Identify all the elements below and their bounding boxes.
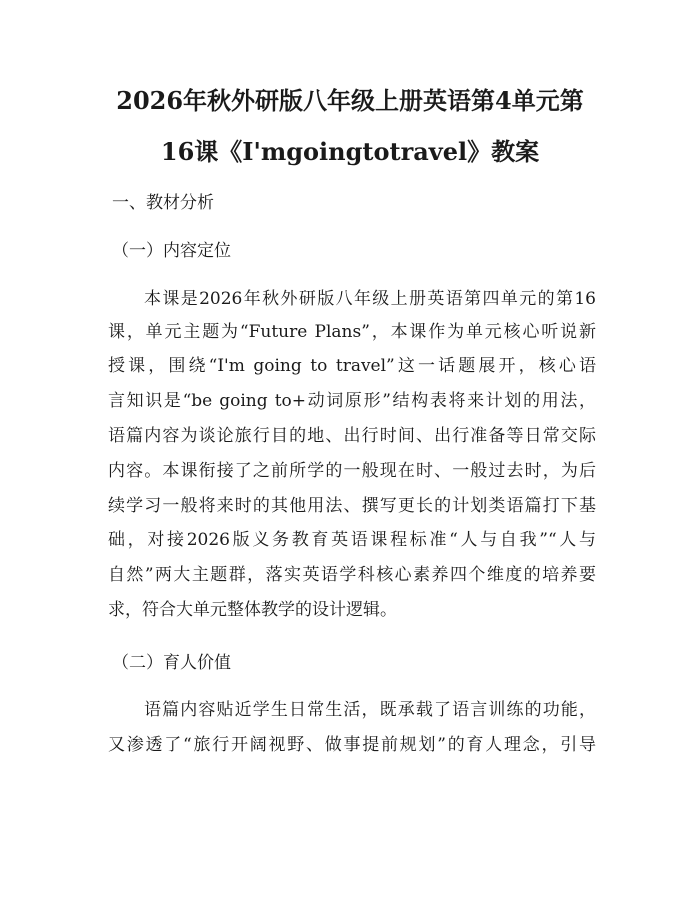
paragraph-line: 自然”两大主题群，落实英语学科核心素养四个维度的培养要 (108, 565, 596, 585)
paragraph-line: 授课，围绕“I'm going to travel”这一话题展开，核心语 (108, 356, 596, 376)
paragraph-line: 语篇内容为谈论旅行目的地、出行时间、出行准备等日常交际 (108, 426, 596, 446)
paragraph-line: 内容。本课衔接了之前所学的一般现在时、一般过去时，为后 (108, 461, 596, 481)
section-heading-textbook-analysis: 一、教材分析 (112, 193, 214, 213)
paragraph-line: 求，符合大单元整体教学的设计逻辑。 (108, 600, 397, 620)
paragraph-line: 本课是2026年秋外研版八年级上册英语第四单元的第16 (144, 289, 596, 309)
paragraph-line: 课，单元主题为“Future Plans”，本课作为单元核心听说新 (108, 322, 596, 342)
document-title-line-1: 2026年秋外研版八年级上册英语第4单元第 (116, 86, 584, 115)
subsection-heading-content-positioning: （一）内容定位 (112, 241, 231, 261)
subsection-heading-educational-value: （二）育人价值 (112, 653, 231, 673)
paragraph-line: 续学习一般将来时的其他用法、撰写更长的计划类语篇打下基 (108, 496, 596, 516)
paragraph-line: 言知识是“be going to+动词原形”结构表将来计划的用法， (108, 391, 596, 411)
paragraph-line: 语篇内容贴近学生日常生活，既承载了语言训练的功能， (144, 700, 596, 720)
paragraph-line: 又渗透了“旅行开阔视野、做事提前规划”的育人理念，引导 (108, 735, 596, 755)
document-title-line-2: 16课《I'mgoingtotravel》教案 (160, 137, 540, 166)
paragraph-line: 础，对接2026版义务教育英语课程标准“人与自我”“人与 (108, 530, 596, 550)
